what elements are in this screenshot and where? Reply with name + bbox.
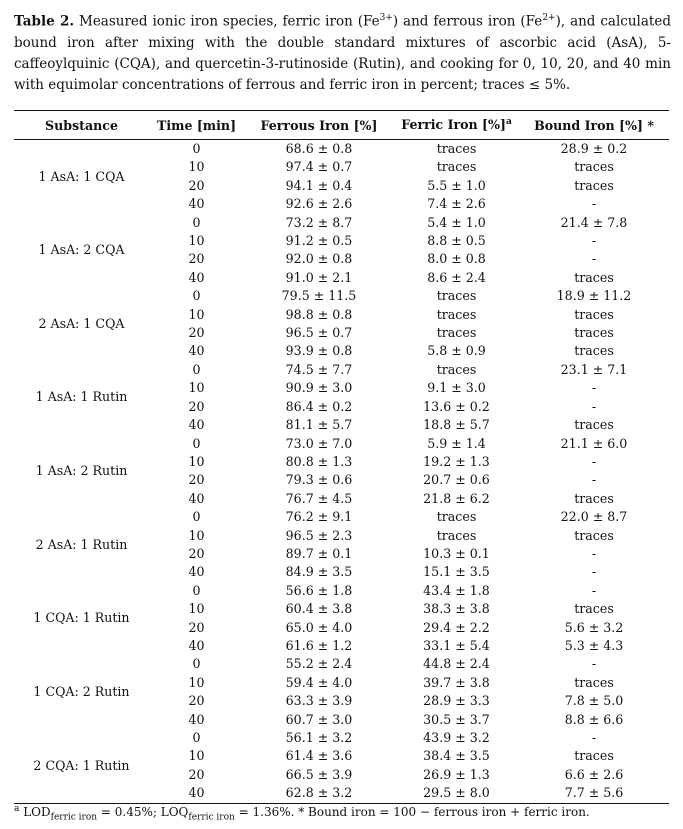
ferrous-cell: 92.0 ± 0.8 bbox=[285, 251, 353, 267]
time-cell: 40 bbox=[188, 711, 205, 727]
ferric-cell: 8.8 ± 0.5 bbox=[427, 233, 486, 249]
ferric-cell: 15.1 ± 3.5 bbox=[423, 564, 490, 580]
caption-text-1: Measured ionic iron species, ferric iron (Fe bbox=[74, 13, 380, 30]
table-row bbox=[14, 287, 669, 305]
ferrous-cell: 66.5 ± 3.9 bbox=[285, 766, 353, 782]
ferrous-cell: 61.4 ± 3.6 bbox=[285, 748, 353, 764]
bound-cell: - bbox=[591, 564, 597, 580]
ferrous-cell: 90.9 ± 3.0 bbox=[285, 380, 353, 396]
time-cell: 0 bbox=[192, 141, 201, 156]
table-row bbox=[14, 140, 669, 159]
ferrous-cell: 76.2 ± 9.1 bbox=[285, 509, 353, 525]
ferrous-cell: 91.2 ± 0.5 bbox=[285, 233, 353, 249]
footnote-loq-sub: ferric iron bbox=[188, 812, 235, 823]
ferric-cell: traces bbox=[436, 325, 477, 341]
time-cell: 20 bbox=[188, 325, 205, 341]
footnote-lod-value: = 0.45%; LOQ bbox=[97, 805, 189, 819]
bound-cell: - bbox=[591, 545, 597, 561]
ferric-cell: 5.9 ± 1.4 bbox=[427, 435, 486, 451]
ferric-cell: 9.1 ± 3.0 bbox=[427, 380, 486, 396]
time-cell: 40 bbox=[188, 564, 205, 580]
substance-cell: 2 CQA: 1 Rutin bbox=[14, 729, 149, 803]
table-row bbox=[14, 361, 669, 379]
ferric-cell: 13.6 ± 0.2 bbox=[423, 398, 490, 414]
ferrous-cell: 81.1 ± 5.7 bbox=[285, 417, 353, 433]
header-time: Time [min] bbox=[149, 111, 244, 140]
table-body bbox=[14, 140, 669, 804]
bound-cell: traces bbox=[574, 269, 614, 285]
bound-cell: - bbox=[591, 472, 597, 488]
ferric-cell: 43.4 ± 1.8 bbox=[423, 582, 490, 598]
bound-cell: - bbox=[591, 453, 597, 469]
header-bound: Bound Iron [%] * bbox=[519, 111, 669, 140]
ferrous-cell: 61.6 ± 1.2 bbox=[285, 637, 353, 653]
time-cell: 40 bbox=[188, 196, 205, 212]
ferrous-cell: 65.0 ± 4.0 bbox=[285, 619, 353, 635]
ferric-cell: 26.9 ± 1.3 bbox=[423, 766, 490, 782]
bound-cell: 21.4 ± 7.8 bbox=[560, 214, 628, 230]
time-cell: 20 bbox=[188, 398, 205, 414]
ferric-cell: 29.4 ± 2.2 bbox=[423, 619, 490, 635]
ferric-cell: 38.3 ± 3.8 bbox=[423, 601, 490, 617]
ferrous-cell: 56.6 ± 1.8 bbox=[285, 582, 353, 598]
time-cell: 40 bbox=[149, 784, 244, 803]
ferrous-cell: 86.4 ± 0.2 bbox=[285, 398, 353, 414]
time-cell: 20 bbox=[188, 545, 205, 561]
substance-cell: 1 CQA: 2 Rutin bbox=[33, 683, 130, 699]
ferric-cell: 44.8 ± 2.4 bbox=[423, 656, 490, 672]
ferrous-cell: 62.8 ± 3.2 bbox=[244, 784, 394, 803]
substance-cell: 1 AsA: 2 Rutin bbox=[35, 463, 128, 479]
substance-cell: 2 AsA: 1 CQA bbox=[38, 315, 125, 331]
table-row bbox=[14, 435, 669, 453]
ferrous-cell: 76.7 ± 4.5 bbox=[285, 490, 353, 506]
table-caption bbox=[14, 8, 671, 96]
footnote-lod: LOD bbox=[19, 805, 51, 819]
ferric-cell: 8.0 ± 0.8 bbox=[427, 251, 486, 267]
time-cell: 40 bbox=[188, 417, 205, 433]
ferric-cell: 43.9 ± 3.2 bbox=[423, 730, 490, 745]
time-cell: 20 bbox=[188, 472, 205, 488]
ferrous-cell: 92.6 ± 2.6 bbox=[285, 196, 353, 212]
data-table bbox=[14, 110, 669, 804]
ferric-cell: 29.5 ± 8.0 bbox=[394, 784, 519, 803]
bound-cell: 21.1 ± 6.0 bbox=[560, 435, 628, 451]
ferrous-cell: 89.7 ± 0.1 bbox=[285, 545, 353, 561]
ferric-cell: 30.5 ± 3.7 bbox=[423, 711, 490, 727]
time-cell: 0 bbox=[192, 214, 201, 230]
time-cell: 0 bbox=[192, 509, 201, 525]
bound-cell: traces bbox=[574, 674, 614, 690]
substance-cell: 2 AsA: 1 Rutin bbox=[35, 536, 128, 552]
table-row bbox=[14, 214, 669, 232]
bound-cell: 7.8 ± 5.0 bbox=[564, 693, 624, 709]
bound-cell: - bbox=[591, 730, 597, 745]
bound-cell: 5.6 ± 3.2 bbox=[564, 619, 624, 635]
bound-cell: traces bbox=[574, 601, 614, 617]
ferrous-cell: 96.5 ± 0.7 bbox=[285, 325, 353, 341]
time-cell: 0 bbox=[192, 730, 201, 745]
ferric-cell: traces bbox=[436, 509, 477, 525]
ferric-cell: traces bbox=[436, 527, 477, 543]
time-cell: 0 bbox=[192, 361, 201, 377]
bound-cell: - bbox=[591, 196, 597, 212]
bound-cell: - bbox=[591, 656, 597, 672]
bound-cell: traces bbox=[574, 417, 614, 433]
ferric-cell: 5.8 ± 0.9 bbox=[427, 343, 486, 359]
table-row bbox=[14, 729, 669, 747]
substance-cell: 1 AsA: 1 Rutin bbox=[35, 389, 128, 405]
header-ferric bbox=[394, 111, 519, 140]
bound-cell: 18.9 ± 11.2 bbox=[556, 288, 632, 304]
ferrous-cell: 60.7 ± 3.0 bbox=[285, 711, 353, 727]
table-footnote bbox=[14, 804, 590, 822]
time-cell: 40 bbox=[188, 343, 205, 359]
ferrous-cell: 74.5 ± 7.7 bbox=[285, 361, 353, 377]
bound-cell: 23.1 ± 7.1 bbox=[560, 361, 628, 377]
time-cell: 10 bbox=[188, 306, 205, 322]
ferrous-cell: 79.3 ± 0.6 bbox=[285, 472, 353, 488]
ferrous-cell: 80.8 ± 1.3 bbox=[285, 453, 353, 469]
table-row bbox=[14, 582, 669, 600]
bound-cell: 28.9 ± 0.2 bbox=[560, 141, 628, 156]
ferrous-cell: 63.3 ± 3.9 bbox=[285, 693, 353, 709]
ferrous-cell: 96.5 ± 2.3 bbox=[285, 527, 353, 543]
ferric-cell: traces bbox=[436, 288, 477, 304]
time-cell: 10 bbox=[188, 233, 205, 249]
bound-cell: traces bbox=[574, 325, 614, 341]
bound-cell: traces bbox=[574, 748, 614, 764]
time-cell: 0 bbox=[192, 435, 201, 451]
table-row bbox=[14, 508, 669, 526]
substance-cell: 1 AsA: 1 CQA bbox=[38, 168, 125, 184]
ferric-cell: traces bbox=[436, 141, 477, 156]
ferrous-cell: 98.8 ± 0.8 bbox=[285, 306, 353, 322]
ferrous-cell: 73.2 ± 8.7 bbox=[285, 214, 353, 230]
bound-cell: - bbox=[591, 233, 597, 249]
ferrous-cell: 97.4 ± 0.7 bbox=[285, 159, 353, 175]
ferrous-cell: 55.2 ± 2.4 bbox=[285, 656, 353, 672]
ferric-cell: 19.2 ± 1.3 bbox=[423, 453, 490, 469]
ferric-cell: 8.6 ± 2.4 bbox=[427, 269, 486, 285]
ferric-cell: 7.4 ± 2.6 bbox=[427, 196, 486, 212]
ferrous-cell: 73.0 ± 7.0 bbox=[285, 435, 353, 451]
bound-cell: 6.6 ± 2.6 bbox=[564, 766, 624, 782]
bound-cell: - bbox=[591, 251, 597, 267]
time-cell: 40 bbox=[188, 490, 205, 506]
footnote-mark: a bbox=[14, 804, 20, 814]
bound-cell: traces bbox=[574, 159, 614, 175]
ferric-cell: 20.7 ± 0.6 bbox=[423, 472, 490, 488]
bound-cell: traces bbox=[574, 527, 614, 543]
time-cell: 20 bbox=[188, 619, 205, 635]
caption-text-3: ), and calculated bound iron after mixing with the double standard mixtures of ascorbic acid (AsA), 5-caffeoylquinic (CQA), and quercetin-3-rutinoside (Rutin), and cooking for 0, 10, 20, and 40 min with equimolar concentrations of ferrous and ferric iron in percent; traces ≤ 5%. bbox=[14, 13, 671, 93]
time-cell: 10 bbox=[188, 748, 205, 764]
time-cell: 20 bbox=[188, 251, 205, 267]
bound-cell: traces bbox=[574, 177, 614, 193]
time-cell: 0 bbox=[192, 582, 201, 598]
time-cell: 10 bbox=[188, 159, 205, 175]
ferrous-cell: 91.0 ± 2.1 bbox=[285, 269, 353, 285]
time-cell: 10 bbox=[188, 453, 205, 469]
time-cell: 40 bbox=[188, 637, 205, 653]
header-ferric-label: Ferric Iron [%] bbox=[401, 117, 506, 133]
time-cell: 10 bbox=[188, 527, 205, 543]
footnote-loq-value: = 1.36%. * Bound iron = 100 − ferrous iron + ferric iron. bbox=[234, 805, 590, 819]
ferrous-cell: 59.4 ± 4.0 bbox=[285, 674, 353, 690]
substance-cell: 1 CQA: 1 Rutin bbox=[33, 610, 130, 626]
ferrous-cell: 68.6 ± 0.8 bbox=[285, 141, 353, 156]
footnote-lod-sub: ferric iron bbox=[50, 812, 98, 823]
ferrous-cell: 56.1 ± 3.2 bbox=[285, 730, 353, 745]
bound-cell: 22.0 ± 8.7 bbox=[560, 509, 628, 525]
time-cell: 10 bbox=[188, 380, 205, 396]
bound-cell: 7.7 ± 5.6 bbox=[519, 784, 669, 803]
ferric-cell: 18.8 ± 5.7 bbox=[423, 417, 490, 433]
bound-cell: traces bbox=[574, 306, 614, 322]
time-cell: 20 bbox=[188, 766, 205, 782]
ferric-cell: 38.4 ± 3.5 bbox=[423, 748, 490, 764]
ferrous-cell: 60.4 ± 3.8 bbox=[285, 601, 353, 617]
bound-cell: - bbox=[591, 380, 597, 396]
ferric-cell: 10.3 ± 0.1 bbox=[423, 545, 490, 561]
ferric-cell: 33.1 ± 5.4 bbox=[423, 637, 490, 653]
bound-cell: 8.8 ± 6.6 bbox=[564, 711, 624, 727]
ferric-cell: traces bbox=[436, 159, 477, 175]
ferric-cell: traces bbox=[436, 361, 477, 377]
time-cell: 20 bbox=[188, 693, 205, 709]
bound-cell: traces bbox=[574, 343, 614, 359]
header-ferric-sup: a bbox=[505, 117, 512, 128]
caption-text-2: ) and ferrous iron (Fe bbox=[392, 13, 543, 30]
ferric-cell: traces bbox=[436, 306, 477, 322]
bound-cell: 5.3 ± 4.3 bbox=[564, 637, 624, 653]
caption-sup-2: 2+ bbox=[542, 13, 556, 23]
ferric-cell: 5.5 ± 1.0 bbox=[427, 177, 486, 193]
bound-cell: - bbox=[591, 582, 597, 598]
time-cell: 0 bbox=[192, 656, 201, 672]
ferric-cell: 5.4 ± 1.0 bbox=[427, 214, 486, 230]
ferric-cell: 39.7 ± 3.8 bbox=[423, 674, 490, 690]
ferric-cell: 21.8 ± 6.2 bbox=[423, 490, 490, 506]
table-header bbox=[14, 111, 669, 140]
ferrous-cell: 79.5 ± 11.5 bbox=[281, 288, 357, 304]
ferrous-cell: 94.1 ± 0.4 bbox=[285, 177, 353, 193]
bound-cell: - bbox=[591, 398, 597, 414]
time-cell: 0 bbox=[192, 288, 201, 304]
caption-sup-1: 3+ bbox=[379, 13, 393, 23]
ferrous-cell: 93.9 ± 0.8 bbox=[285, 343, 353, 359]
substance-cell: 1 AsA: 2 CQA bbox=[38, 242, 125, 258]
bound-cell: traces bbox=[574, 490, 614, 506]
header-substance: Substance bbox=[14, 111, 149, 140]
time-cell: 20 bbox=[188, 177, 205, 193]
table-row bbox=[14, 655, 669, 673]
time-cell: 10 bbox=[188, 601, 205, 617]
table-label: Table 2. bbox=[14, 13, 75, 30]
ferric-cell: 28.9 ± 3.3 bbox=[423, 693, 490, 709]
time-cell: 40 bbox=[188, 269, 205, 285]
header-ferrous: Ferrous Iron [%] bbox=[244, 111, 394, 140]
time-cell: 10 bbox=[188, 674, 205, 690]
ferrous-cell: 84.9 ± 3.5 bbox=[285, 564, 353, 580]
